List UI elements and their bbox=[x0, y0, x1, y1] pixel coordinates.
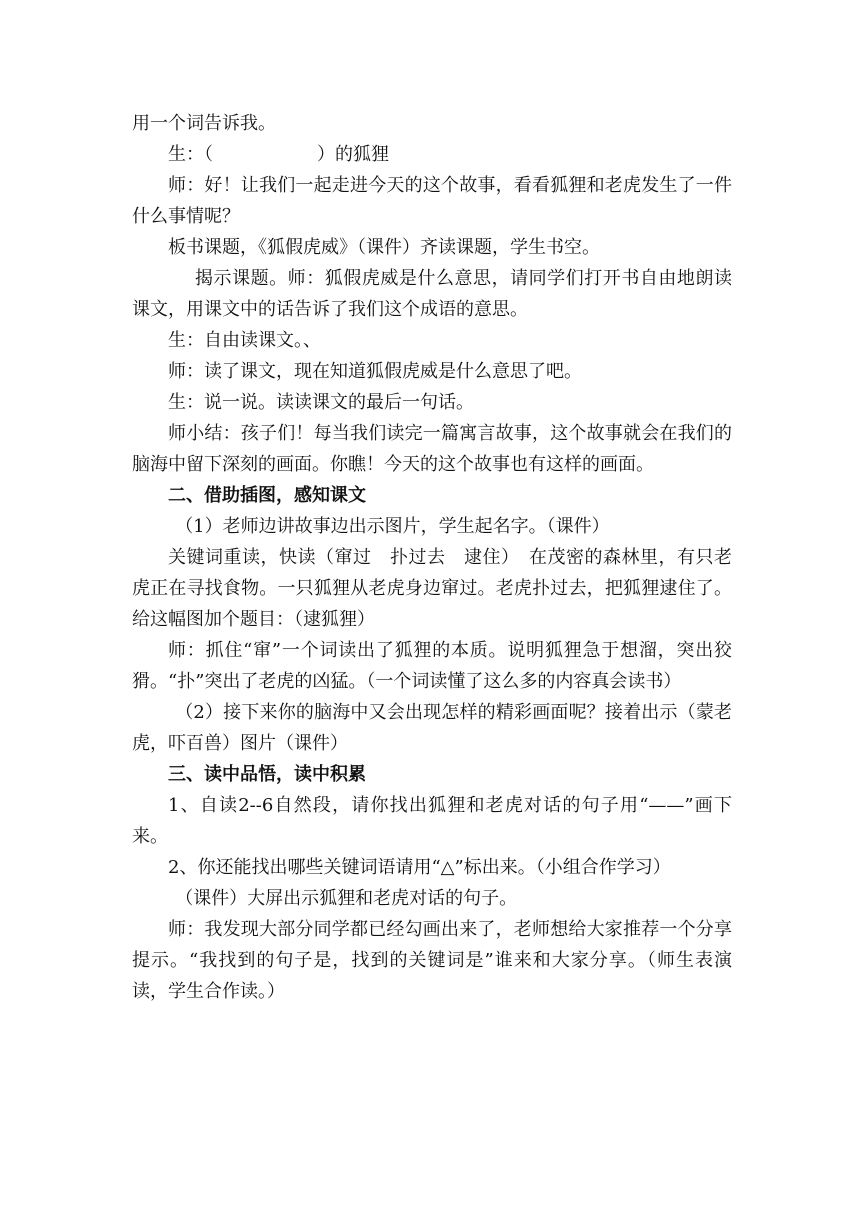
paragraph-step-1: （1）老师边讲故事边出示图片，学生起名字。（课件） bbox=[175, 516, 610, 537]
document-body bbox=[132, 108, 732, 1007]
paragraph-reveal-title: 揭示课题。师：狐假虎威是什么意思，请同学们打开书自由地朗读课文，用课文中的话告诉了我们这个成语的意思。 bbox=[132, 268, 732, 320]
paragraph-teacher-question: 师：读了课文，现在知道狐假虎威是什么意思了吧。 bbox=[168, 361, 582, 382]
paragraph-board-title: 板书课题，《狐假虎威》（课件）齐读课题，学生书空。 bbox=[168, 237, 600, 258]
paragraph-teacher-share: 师：我发现大部分同学都已经勾画出来了，老师想给大家推荐一个分享提示。“我找到的句子是，找到的关键词是”谁来和大家分享。（师生表演读，学生合作读。） bbox=[132, 919, 732, 1002]
paragraph-continuation: 用一个词告诉我。 bbox=[132, 113, 276, 134]
answer-prefix: 生：（ bbox=[168, 144, 213, 165]
paragraph-teacher-analysis: 师：抓住“窜”一个词读出了狐狸的本质。说明狐狸急于想溜，突出狡猾。“扑”突出了老虎的凶猛。（一个词读懂了这么多的内容真会读书） bbox=[132, 640, 732, 692]
paragraph-task-1: 1、自读2--6自然段，请你找出狐狸和老虎对话的句子用“——”画下来。 bbox=[132, 795, 732, 847]
paragraph-task-2: 2、你还能找出哪些关键词语请用“△”标出来。（小组合作学习） bbox=[168, 857, 671, 878]
paragraph-student-say: 生：说一说。读读课文的最后一句话。 bbox=[168, 392, 474, 413]
section-heading-3: 三、读中品悟，读中积累 bbox=[168, 764, 366, 785]
paragraph-courseware: （课件）大屏出示狐狸和老虎对话的句子。 bbox=[175, 888, 518, 909]
answer-suffix: ）的狐狸 bbox=[317, 144, 389, 165]
paragraph-student-read: 生：自由读课文。、 bbox=[168, 330, 321, 351]
paragraph-step-2: （2）接下来你的脑海中又会出现怎样的精彩画面呢？接着出示（蒙老虎，吓百兽）图片（课件） bbox=[132, 702, 732, 754]
paragraph-teacher-intro: 师：好！让我们一起走进今天的这个故事，看看狐狸和老虎发生了一件什么事情呢？ bbox=[132, 175, 732, 227]
paragraph-student-answer bbox=[132, 139, 732, 170]
section-heading-2: 二、借助插图，感知课文 bbox=[168, 485, 366, 506]
paragraph-keywords: 关键词重读，快读（窜过 扑过去 逮住） 在茂密的森林里，有只老虎正在寻找食物。一只狐狸从老虎身边窜过。老虎扑过去，把狐狸逮住了。给这幅图加个题目：（逮狐狸） bbox=[132, 547, 732, 630]
paragraph-teacher-summary: 师小结：孩子们！每当我们读完一篇寓言故事，这个故事就会在我们的脑海中留下深刻的画面。你瞧！今天的这个故事也有这样的画面。 bbox=[132, 423, 732, 475]
